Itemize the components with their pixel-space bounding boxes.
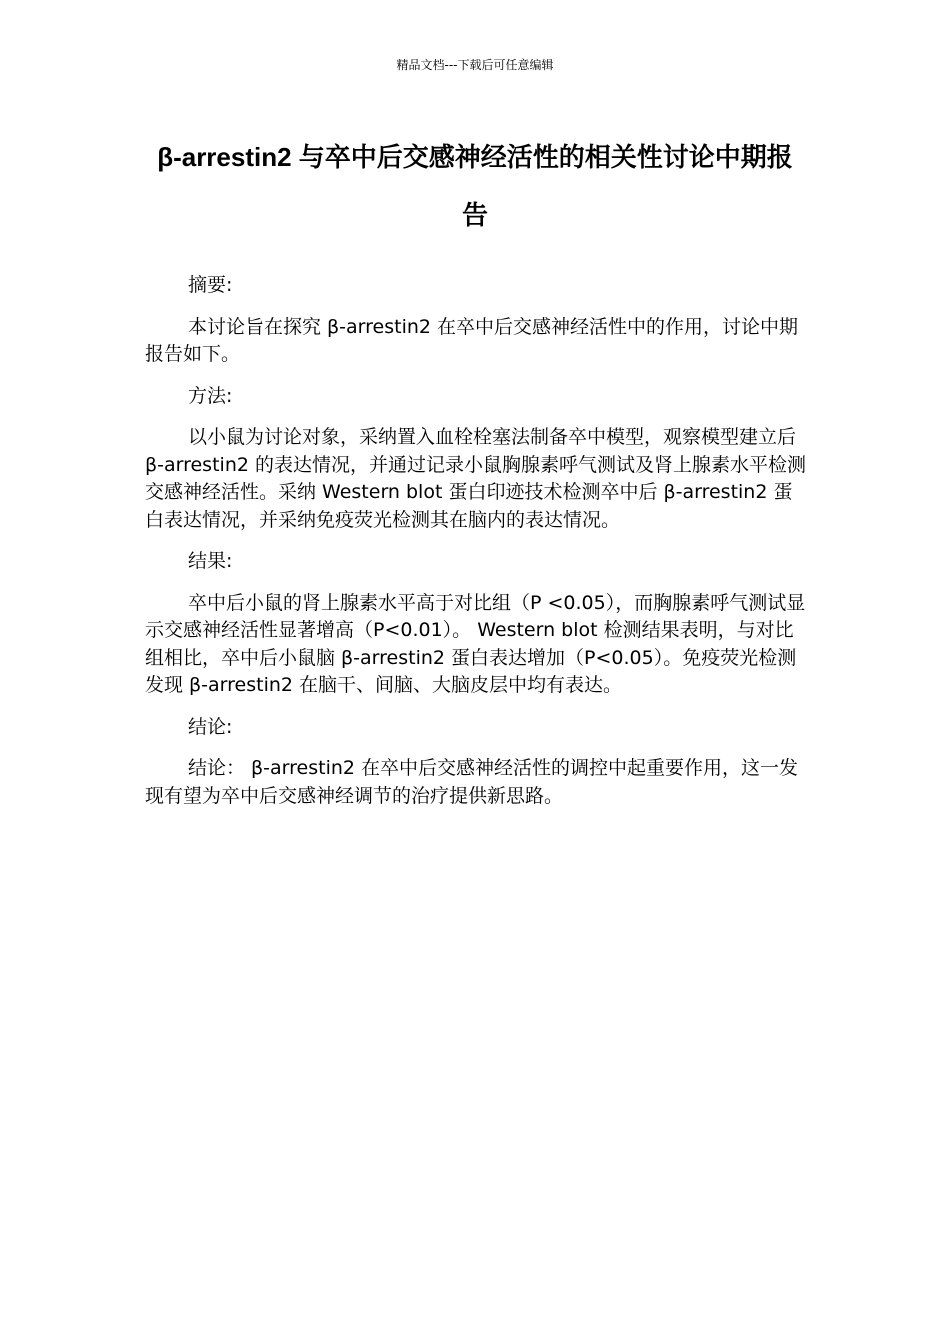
section-heading-abstract: 摘要:: [188, 274, 233, 296]
section-body-abstract: 本讨论旨在探究 β-arrestin2 在卒中后交感神经活性中的作用，讨论中期报告如下。: [145, 315, 799, 365]
section-body-methods: 以小鼠为讨论对象，采纳置入血栓栓塞法制备卒中模型，观察模型建立后 β-arrestin2 的表达情况，并通过记录小鼠胸腺素呼气测试及肾上腺素水平检测交感神经活性。采纳 Western blot 蛋白印迹技术检测卒中后 β-arrestin2 蛋白表达情况，并采纳免疫荧光检测其在脑内的表达情况。: [145, 426, 806, 531]
document-title: β-arrestin2 与卒中后交感神经活性的相关性讨论中期报告: [157, 142, 793, 230]
section-heading-results: 结果:: [188, 550, 233, 572]
section-heading-conclusion: 结论:: [188, 715, 233, 738]
document-body: [145, 272, 807, 824]
section-heading-methods: 方法:: [188, 384, 233, 407]
section-body-results: 卒中后小鼠的肾上腺素水平高于对比组（P <0.05），而胸腺素呼气测试显示交感神经活性显著增高（P<0.01）。 Western blot 检测结果表明，与对比组相比，卒中后小鼠脑 β-arrestin2 蛋白表达增加（P<0.05）。免疫荧光检测发现 β-arrestin2 在脑干、间脑、大脑皮层中均有表达。: [145, 591, 806, 696]
page-header: 精品文档---下载后可任意编辑: [396, 58, 554, 72]
section-body-conclusion: 结论： β-arrestin2 在卒中后交感神经活性的调控中起重要作用，这一发现有望为卒中后交感神经调节的治疗提供新思路。: [145, 757, 799, 807]
